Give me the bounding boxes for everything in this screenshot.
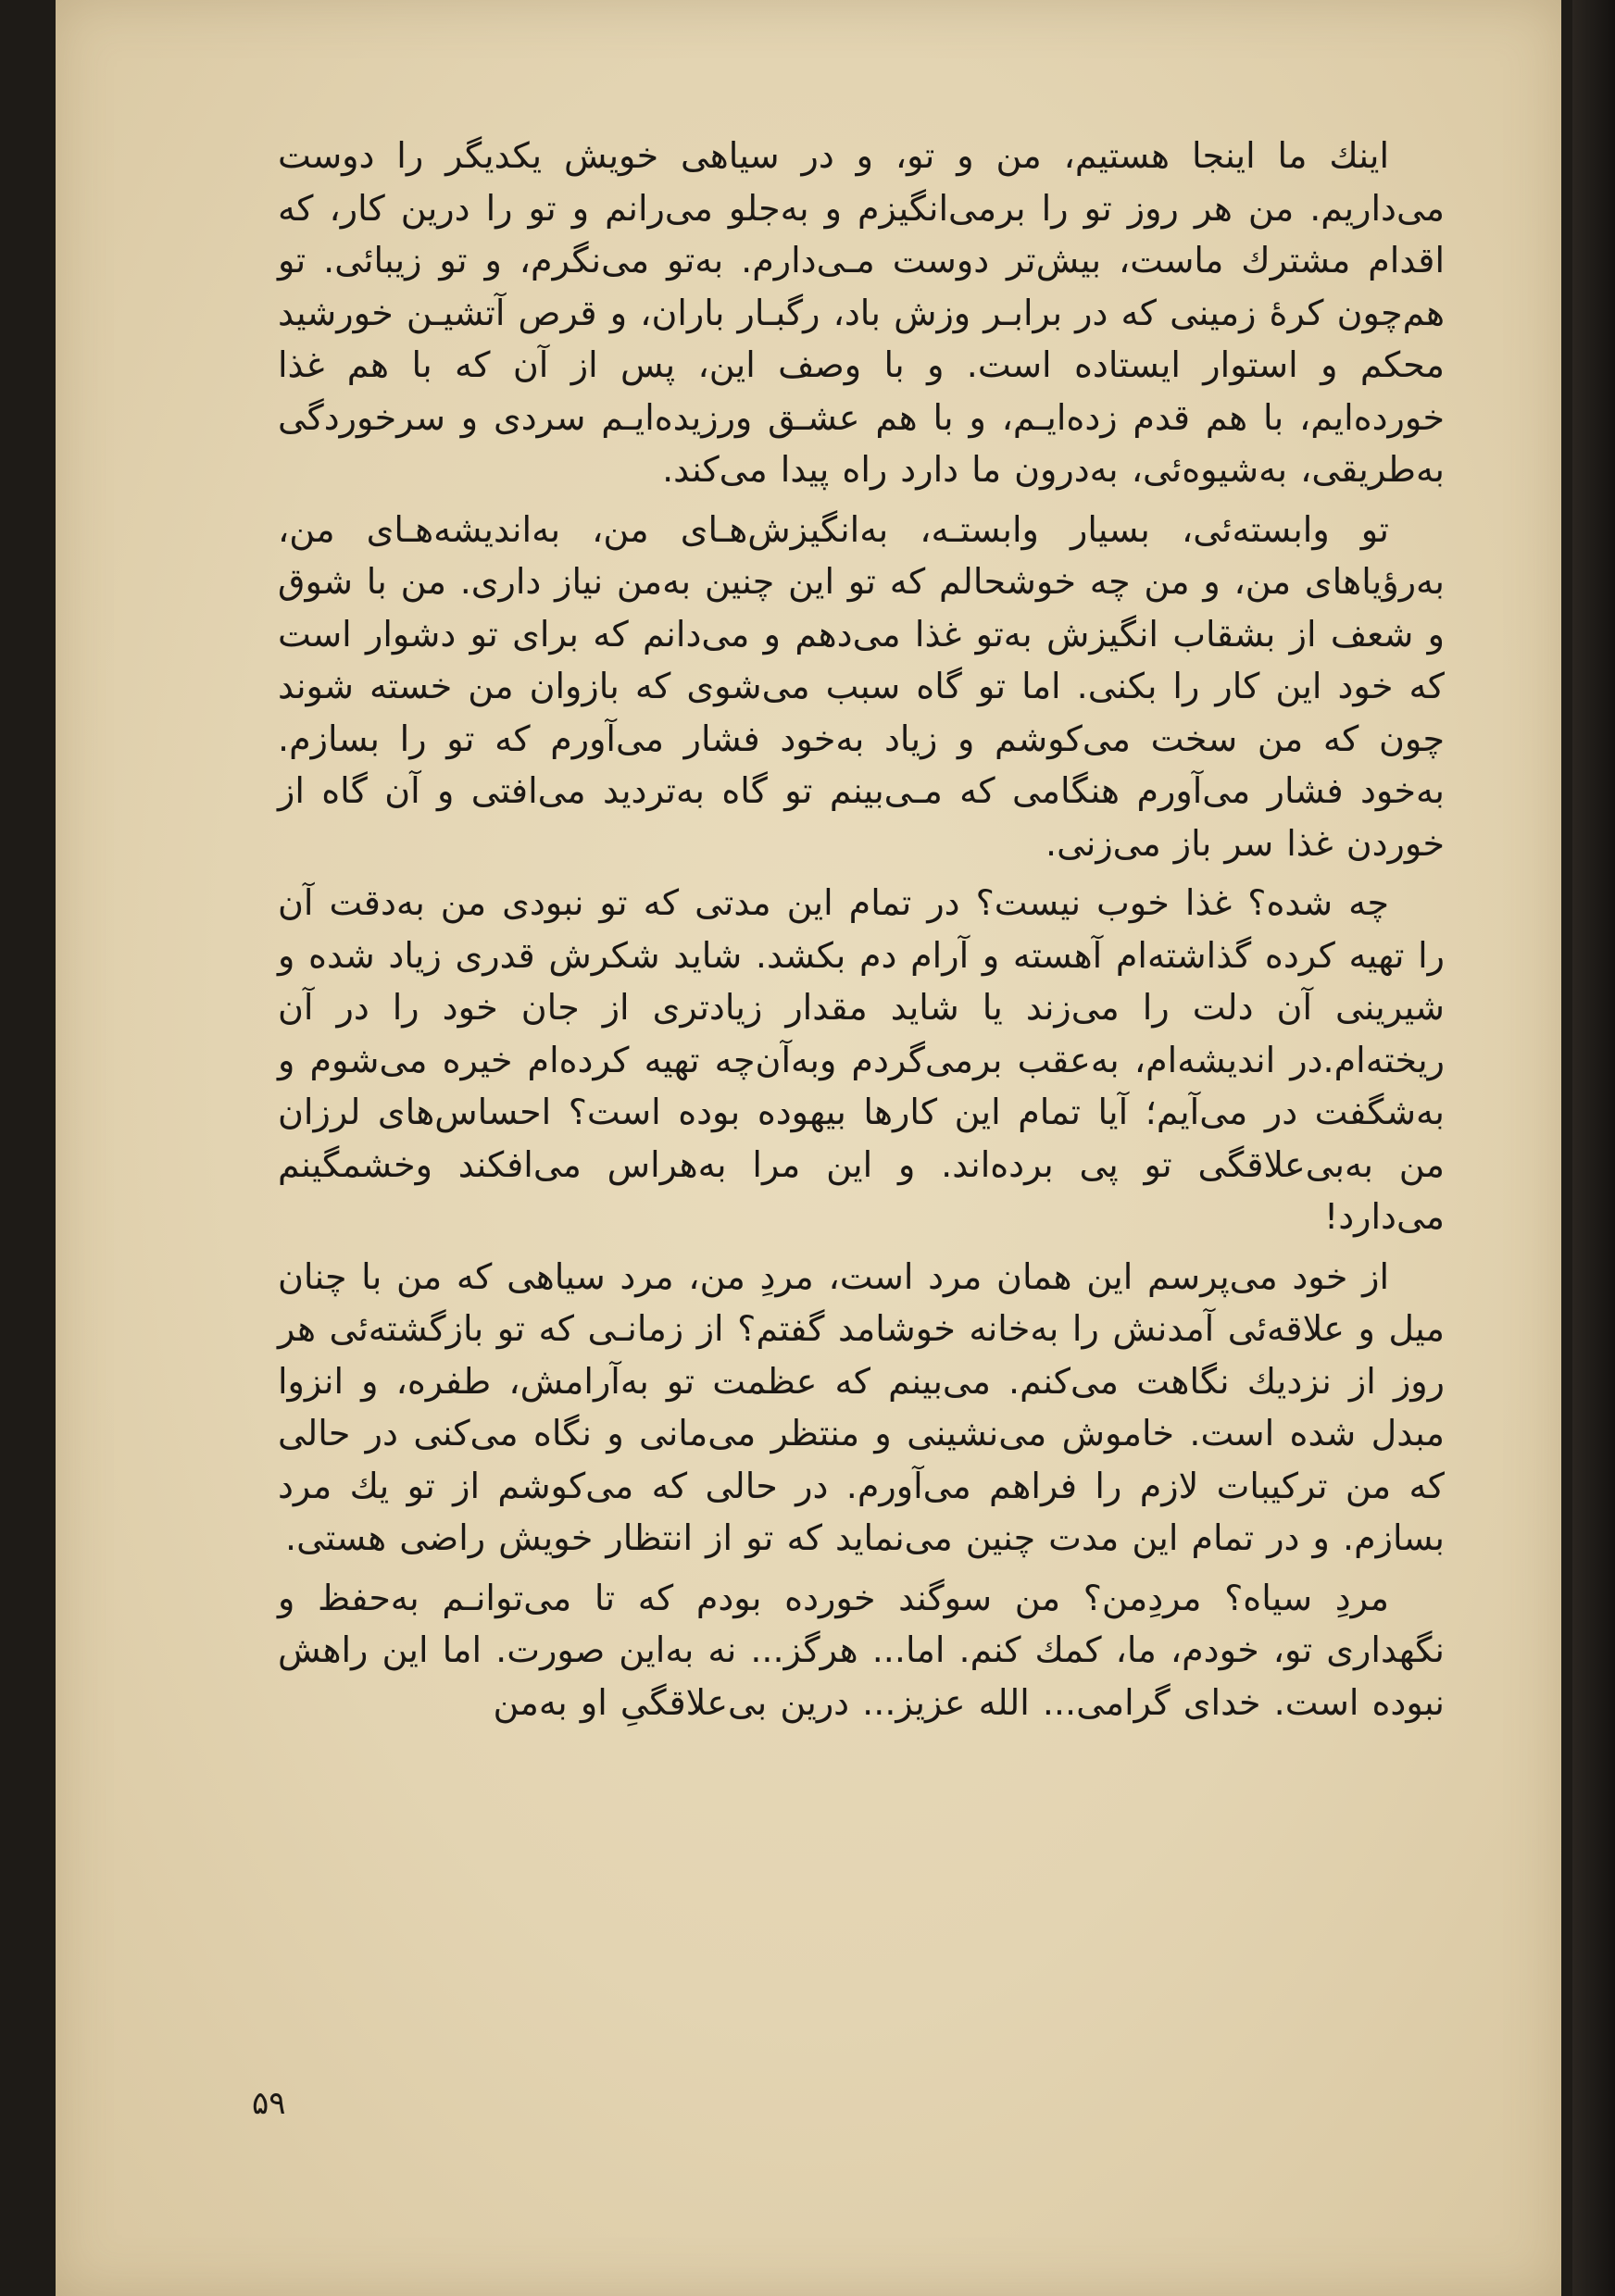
paragraph-1: اینك ما اینجا هستیم، من و تو، و در سیاهی خویش یکدیگر را دوست می‌داریم. من هر روز تو را برمی‌انگیزم و به‌جلو می‌رانم و تو را درین کار، که اقدام مشترك ماست، بیش‌تر دوست مـی‌دارم. به‌تو می‌نگرم، و تو زیبائی. تو هم‌چون کرهٔ زمینی که در برابـر وزش باد، رگبـار باران، و قرص آتشیـن خورشید محکم و استوار ایستاده است. و با وصف این، پس از آن که با هم غذا خورده‌ایم، با هم قدم زده‌ایـم، و با هم عشـق ورزیده‌ایـم سردی و سرخوردگی به‌طریقی، به‌شیوه‌ئی، به‌درون ما دارد راه پیدا می‌کند. (278, 135, 1445, 490)
paragraph-4: از خود می‌پرسم این همان مرد است، مردِ من، مرد سیاهی که من با چنان میل و علاقه‌ئی آمدنش را به‌خانه خوشامد گفتم؟ از زمانـی که تو بازگشته‌ئی هر روز از نزدیك نگاهت می‌کنم. می‌بینم که عظمت تو به‌آرامش، طفره، و انزوا مبدل شده است. خاموش می‌نشینی و منتظر می‌مانی و نگاه می‌کنی در حالی که من ترکیبات لازم را فراهم می‌آورم. در حالی که می‌کوشم از تو یك مرد بسازم. و در تمام این مدت چنین می‌نماید که تو از انتظار خویش راضی هستی. (278, 1255, 1445, 1558)
paragraph-2: تو وابسته‌ئی، بسیار وابستـه، به‌انگیزش‌هـای من، به‌اندیشه‌هـای من، به‌رؤیاهای من، و من چه خوشحالم که تو این چنین به‌من نیاز داری. من با شوق و شعف از بشقاب انگیزش به‌تو غذا می‌دهم و می‌دانم که برای تو دشوار است که خود این کار را بکنی. اما تو گاه سبب می‌شوی که بازوان من خسته شوند چون که من سخت می‌کوشم و زیاد به‌خود فشار می‌آورم که تو را بسازم. به‌خود فشار می‌آورم هنگامی که مـی‌بینم تو گاه به‌تردید می‌افتی و آن گاه از خوردن غذا سر باز می‌زنی. (278, 508, 1445, 864)
scan-edge-shadow (1572, 0, 1615, 2296)
paragraph-3: چه شده؟ غذا خوب نیست؟ در تمام این مدتی که تو نبودی من به‌دقت آن را تهیه کرده گذاشته‌ام آهسته و آرام دم بکشد. شاید شکرش قدری زیاد شده و شیرینی آن دلت را می‌زند یا شاید مقدار زیادتری از جان خود را در آن ریخته‌ام.در اندیشه‌ام، به‌عقب برمی‌گردم وبه‌آن‌چه تهیه کرده‌ام خیره می‌شوم و به‌شگفت در می‌آیم؛ آیا تمام این کارها بیهوده بوده است؟ احساس‌های لرزان من به‌بی‌علاقگی تو پی برده‌اند. و این مرا به‌هراس می‌افکند وخشمگینم می‌دارد! (278, 882, 1445, 1237)
book-page (56, 0, 1561, 2296)
page-number: ۵۹ (252, 2085, 286, 2122)
paragraph-5: مردِ سیاه؟ مردِمن؟ من سوگند خورده بودم که تا می‌توانـم به‌حفظ‌ و نگهداری تو، خودم، ما، کمك کنم. اما... هرگز... نه به‌این صورت. اما این راهش نبوده است. خدای گرامی... الله عزیز... درین بی‌علاقگیِ او به‌من (278, 1577, 1445, 1723)
body-text (278, 130, 1445, 1736)
